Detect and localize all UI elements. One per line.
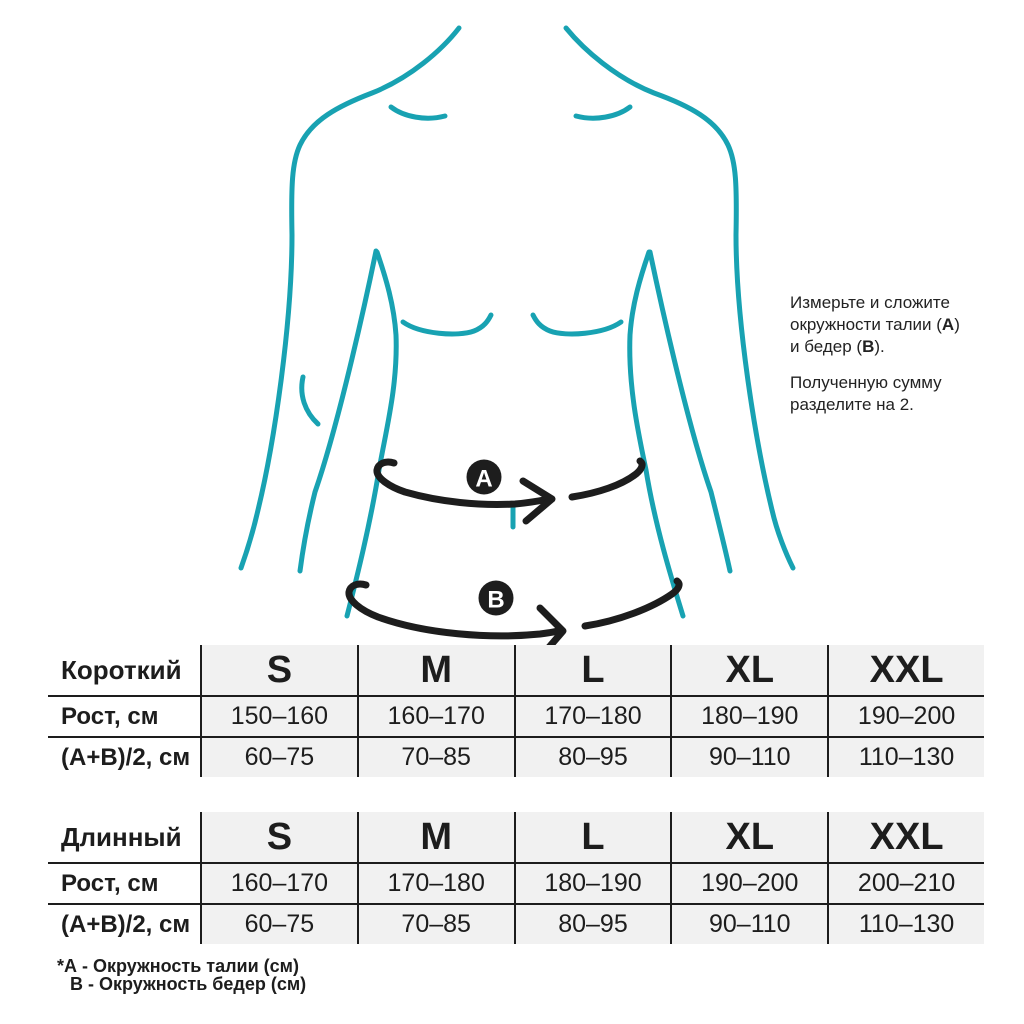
badge-b	[479, 581, 514, 616]
size-header-l: L	[514, 812, 671, 864]
table-cell: 60–75	[200, 905, 357, 944]
badge-a	[467, 460, 502, 495]
measurement-instructions	[790, 292, 1010, 430]
footnote-line-b: В - Окружность бедер (см)	[70, 974, 307, 994]
measurement-arrows	[349, 461, 679, 653]
table-cell: 160–170	[200, 864, 357, 905]
size-header-s: S	[200, 812, 357, 864]
table-cell: 170–180	[514, 697, 671, 738]
size-header-s: S	[200, 645, 357, 697]
instruction-paragraph-2	[790, 372, 1010, 416]
right-pec-line	[533, 315, 621, 334]
table-cell: 160–170	[357, 697, 514, 738]
table-cell: 80–95	[514, 905, 671, 944]
table-cell: 110–130	[827, 905, 984, 944]
size-header-l: L	[514, 645, 671, 697]
table-cell: 70–85	[357, 905, 514, 944]
footnote-line-a: *А - Окружность талии (см)	[57, 956, 299, 976]
table-cell: 150–160	[200, 697, 357, 738]
size-header-m: M	[357, 812, 514, 864]
left-torso-side-line	[347, 252, 396, 616]
hip-arrow-tail	[585, 581, 679, 626]
bold-letter-b: В	[862, 337, 875, 356]
table-cell: 90–110	[670, 738, 827, 777]
torso-right-outline	[566, 28, 793, 568]
hip-arrow-arc	[349, 584, 561, 636]
bold-letter-a: А	[941, 315, 955, 334]
table-title-long: Длинный	[48, 812, 200, 864]
left-inner-arm-line	[300, 251, 376, 571]
elbow-crease-line	[302, 377, 318, 424]
table-title-short: Короткий	[48, 645, 200, 697]
instruction-line: разделите на 2.	[790, 395, 914, 414]
badge-a-letter: A	[475, 465, 493, 493]
row-label-ab2: (А+В)/2, см	[61, 910, 191, 938]
table-cell: 70–85	[357, 738, 514, 777]
table-cell: 190–200	[827, 697, 984, 738]
instruction-line: Измерьте и сложите	[790, 293, 950, 312]
row-label-ab2: (А+В)/2, см	[61, 743, 191, 771]
right-inner-arm-line	[650, 252, 730, 571]
size-header-xl: XL	[670, 645, 827, 697]
footnote	[57, 957, 306, 993]
instruction-line: ).	[874, 337, 885, 356]
instruction-paragraph-1	[790, 292, 1010, 358]
badge-b-letter: B	[487, 586, 505, 614]
size-header-m: M	[357, 645, 514, 697]
row-label-height: Рост, см	[48, 697, 200, 738]
waist-arrow-tail	[572, 461, 642, 497]
instruction-line: Полученную сумму	[790, 373, 942, 392]
table-cell: 200–210	[827, 864, 984, 905]
table-cell: 190–200	[670, 864, 827, 905]
table-cell: 110–130	[827, 738, 984, 777]
size-header-xl: XL	[670, 812, 827, 864]
right-collarbone-line	[576, 107, 630, 118]
table-cell: 180–190	[670, 697, 827, 738]
table-cell: 80–95	[514, 738, 671, 777]
left-collarbone-line	[391, 107, 445, 118]
size-header-xxl: XXL	[827, 812, 984, 864]
size-header-xxl: XXL	[827, 645, 984, 697]
instruction-line: и бедер (	[790, 337, 863, 356]
left-pec-line	[403, 315, 491, 334]
right-torso-side-line	[630, 252, 683, 616]
instruction-line: окружности талии (	[790, 315, 942, 334]
row-label-height: Рост, см	[48, 864, 200, 905]
table-cell: 170–180	[357, 864, 514, 905]
table-cell: 60–75	[200, 738, 357, 777]
torso-left-outline	[241, 28, 459, 568]
body-outline	[241, 28, 793, 616]
size-table-short	[48, 645, 984, 777]
instruction-line: )	[954, 315, 960, 334]
table-cell: 180–190	[514, 864, 671, 905]
size-table-long	[48, 812, 984, 944]
table-cell: 90–110	[670, 905, 827, 944]
